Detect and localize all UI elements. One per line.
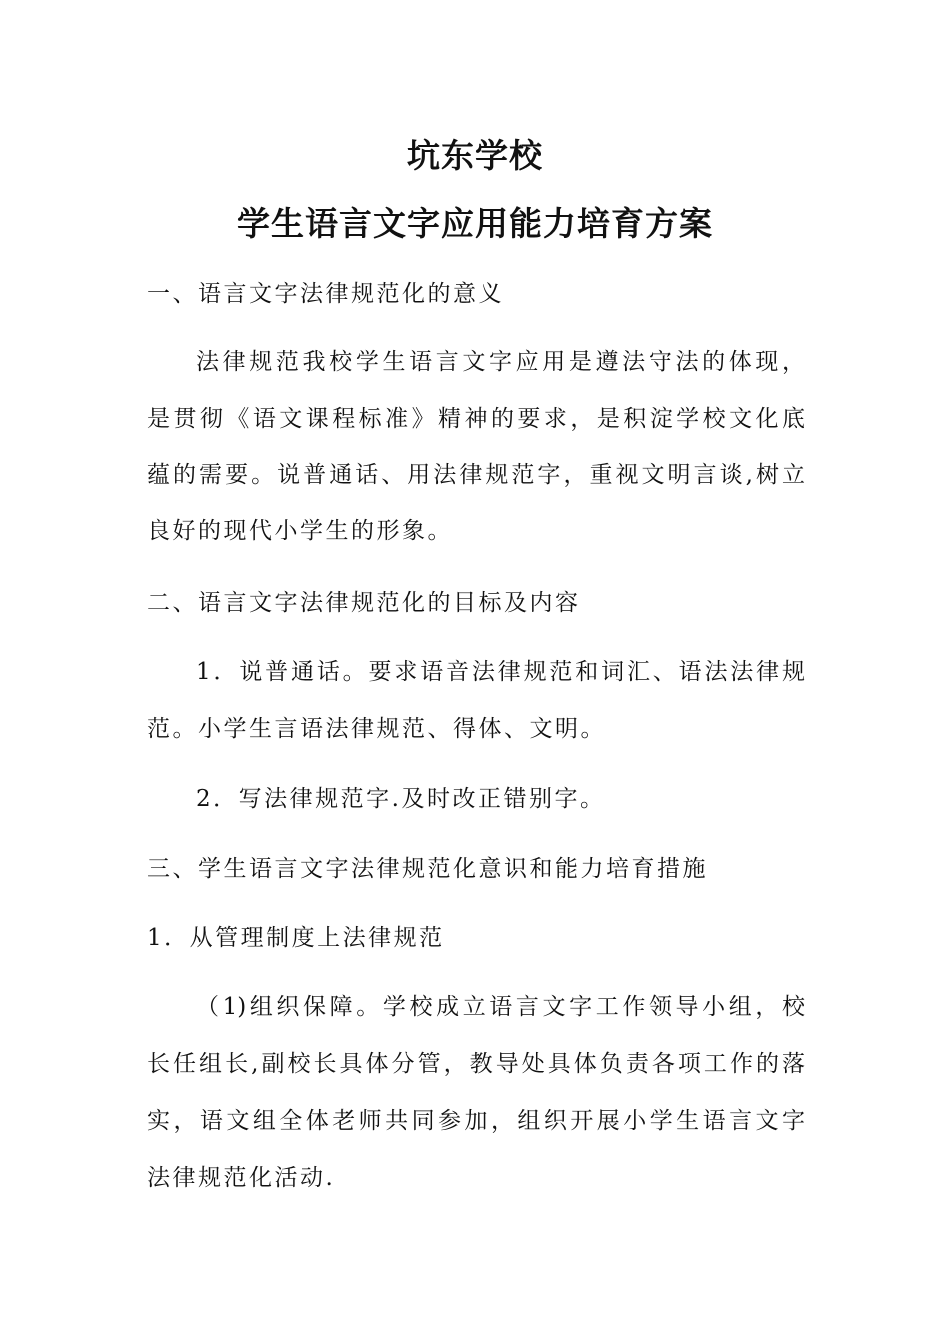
plan-title: 学生语言文字应用能力培育方案 — [237, 204, 713, 243]
section-3-paragraph-line: 实，语文组全体老师共同参加，组织开展小学生语言文字 — [147, 1108, 805, 1134]
section-1-heading: 一、语言文字法律规范化的意义 — [147, 281, 504, 307]
section-3-heading: 三、学生语言文字法律规范化意识和能力培育措施 — [147, 856, 708, 882]
section-3-paragraph-line: 法律规范化活动. — [147, 1165, 336, 1191]
section-3-paragraph-line: （1)组织保障。学校成立语言文字工作领导小组，校 — [196, 994, 805, 1020]
section-1-paragraph-line: 良好的现代小学生的形象。 — [147, 518, 453, 544]
school-title: 坑东学校 — [407, 136, 543, 175]
section-2-item-1-line: 范。小学生言语法律规范、得体、文明。 — [147, 716, 606, 742]
section-2-heading: 二、语言文字法律规范化的目标及内容 — [147, 590, 581, 616]
section-1-paragraph-line: 是贯彻《语文课程标准》精神的要求，是积淀学校文化底 — [147, 406, 805, 432]
section-3-subheading: 1．从管理制度上法律规范 — [147, 925, 445, 951]
section-1-paragraph-line: 蕴的需要。说普通话、用法律规范字，重视文明言谈,树立 — [147, 462, 805, 488]
section-1-paragraph-line: 法律规范我校学生语言文字应用是遵法守法的体现， — [196, 349, 805, 375]
section-2-item-1-line: 1．说普通话。要求语音法律规范和词汇、语法法律规 — [196, 659, 805, 685]
section-3-paragraph-line: 长任组长,副校长具体分管，教导处具体负责各项工作的落 — [147, 1051, 805, 1077]
section-2-item-2: 2．写法律规范字.及时改正错别字。 — [196, 786, 606, 812]
